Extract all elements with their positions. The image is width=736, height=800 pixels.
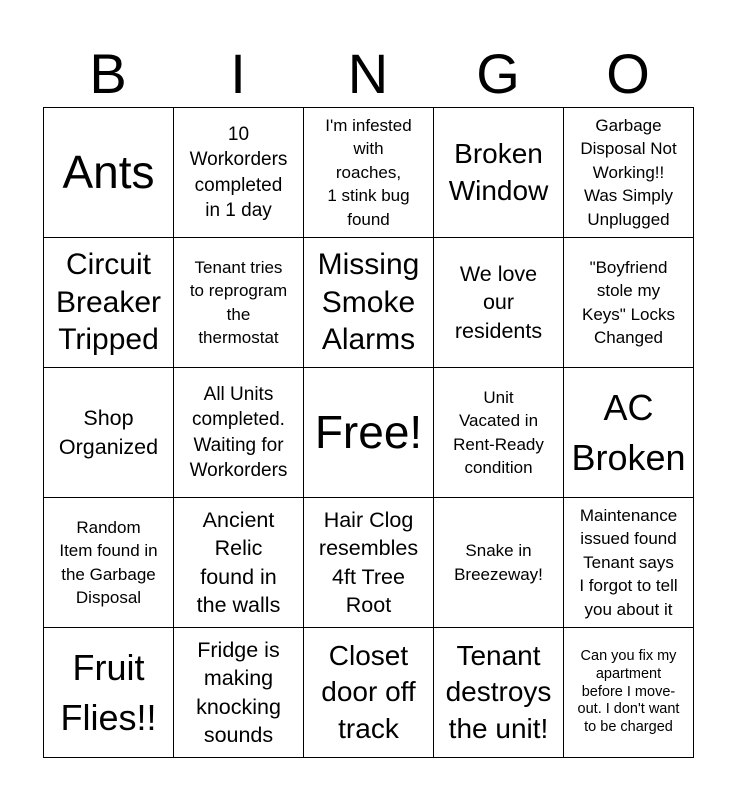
bingo-cell-move-out[interactable] <box>564 628 694 758</box>
bingo-cell-closet-door[interactable] <box>304 628 434 758</box>
cell-text: Hair Clog resembles 4ft Tree Root <box>318 507 419 617</box>
cell-text: Closet door off track <box>321 639 416 744</box>
bingo-cell-hair-clog[interactable] <box>304 498 434 628</box>
bingo-cell-10-workorders[interactable] <box>174 108 304 238</box>
header-letter-g: G <box>476 42 520 105</box>
cell-text: I'm infested with roaches, 1 stink bug found <box>325 115 412 229</box>
cell-text: We love our residents <box>454 261 543 343</box>
bingo-cell-ancient-relic[interactable] <box>174 498 304 628</box>
bingo-cell-fridge[interactable] <box>174 628 304 758</box>
cell-text: Random Item found in the Garbage Disposal <box>59 517 158 607</box>
cell-text: Fridge is making knocking sounds <box>196 637 281 747</box>
bingo-cell-tenant-destroys[interactable] <box>434 628 564 758</box>
bingo-header <box>43 40 693 108</box>
header-letter-i: I <box>230 42 246 105</box>
header-letter-b: B <box>89 42 127 105</box>
cell-text: All Units completed. Waiting for Workorders <box>189 383 288 481</box>
cell-text: Broken Window <box>448 138 549 206</box>
cell-text: Ancient Relic found in the walls <box>196 507 281 617</box>
cell-text: AC Broken <box>571 386 686 478</box>
bingo-cell-rent-ready[interactable] <box>434 368 564 498</box>
cell-text: Missing Smoke Alarms <box>317 247 420 357</box>
cell-text: "Boyfriend stole my Keys" Locks Changed <box>582 257 675 347</box>
cell-text: Tenant tries to reprogram the thermostat <box>189 257 288 347</box>
bingo-cell-random-item[interactable] <box>44 498 174 628</box>
bingo-cell-ants[interactable] <box>44 108 174 238</box>
bingo-cell-all-units[interactable] <box>174 368 304 498</box>
bingo-cell-ac-broken[interactable] <box>564 368 694 498</box>
cell-text: Free! <box>314 405 423 458</box>
bingo-cell-maintenance-issue[interactable] <box>564 498 694 628</box>
bingo-grid <box>43 107 694 758</box>
cell-text: Shop Organized <box>58 406 159 459</box>
bingo-cell-garbage-disposal[interactable] <box>564 108 694 238</box>
bingo-cell-smoke-alarms[interactable] <box>304 238 434 368</box>
bingo-cell-shop-organized[interactable] <box>44 368 174 498</box>
cell-text: Circuit Breaker Tripped <box>55 247 162 357</box>
bingo-cell-love-residents[interactable] <box>434 238 564 368</box>
bingo-cell-locks-changed[interactable] <box>564 238 694 368</box>
bingo-cell-free[interactable] <box>304 368 434 498</box>
bingo-cell-circuit-breaker[interactable] <box>44 238 174 368</box>
cell-text: Unit Vacated in Rent-Ready condition <box>453 387 544 477</box>
cell-text: Ants <box>62 145 155 198</box>
cell-text: Snake in Breezeway! <box>454 541 543 584</box>
bingo-cell-roaches[interactable] <box>304 108 434 238</box>
bingo-cell-thermostat[interactable] <box>174 238 304 368</box>
header-letter-o: O <box>606 42 650 105</box>
bingo-cell-fruit-flies[interactable] <box>44 628 174 758</box>
cell-text: 10 Workorders completed in 1 day <box>189 123 288 221</box>
bingo-cell-snake[interactable] <box>434 498 564 628</box>
cell-text: Fruit Flies!! <box>60 646 157 738</box>
bingo-cell-broken-window[interactable] <box>434 108 564 238</box>
header-letter-n: N <box>347 42 389 105</box>
cell-text: Can you fix my apartment before I move- out. I don't want to be charged <box>577 648 680 736</box>
cell-text: Garbage Disposal Not Working!! Was Simply Unplugged <box>580 115 677 229</box>
cell-text: Tenant destroys the unit! <box>445 639 552 744</box>
cell-text: Maintenance issued found Tenant says I forgot to tell you about it <box>579 505 678 619</box>
